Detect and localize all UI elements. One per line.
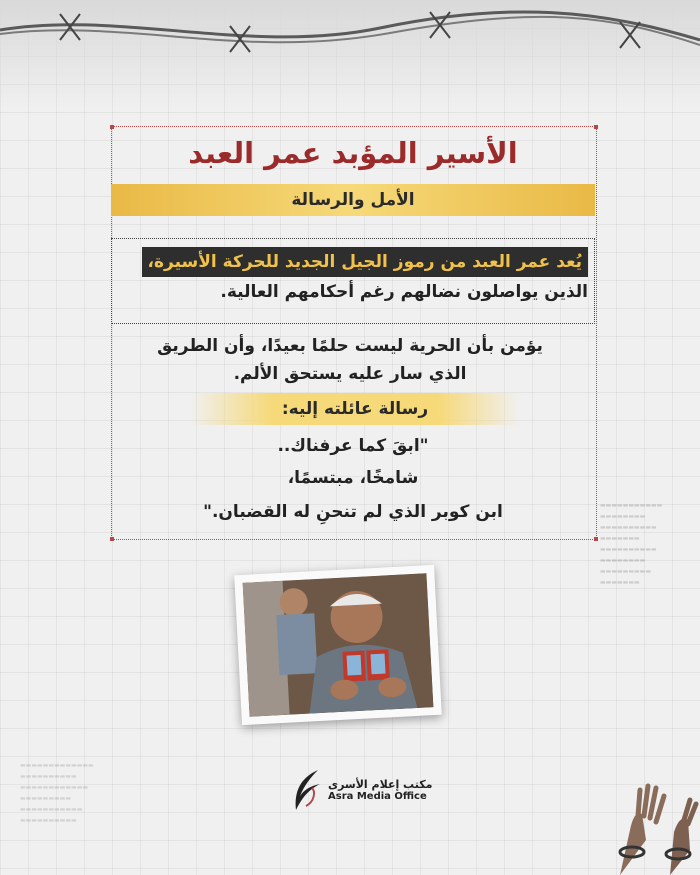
frame-corner [110,537,114,541]
message-heading: رسالة عائلته إليه: [190,393,520,425]
frame-corner [594,125,598,129]
quote-line-1: "ابقَ كما عرفناك.. [277,436,429,456]
chained-hands-icon [600,770,700,875]
intro-highlight: يُعد عمر العبد من رموز الجيل الجديد للحركة الأسيرة، [142,247,589,277]
background-text-right: ▬▬▬▬▬▬▬▬▬▬▬ ▬▬▬▬▬▬▬▬ ▬▬▬▬▬▬▬▬▬▬ ▬▬▬▬▬▬▬ ▬▬▬▬▬▬▬▬▬▬ ▬▬▬▬▬▬▬▬ ▬▬▬▬▬▬▬▬▬ ▬▬▬▬▬▬▬ [600,502,663,586]
logo-name-en: Asra Media Office [328,791,427,802]
belief-line-2: الذي سار عليه يستحق الألم. [233,364,467,384]
quill-logo-icon [290,768,324,812]
frame-corner [110,125,114,129]
prisoner-family-photo [234,565,442,725]
frame-corner [594,537,598,541]
asra-media-logo [290,768,432,812]
photo-image [243,573,434,716]
intro-line-2: الذين يواصلون نضالهم رغم أحكامهم العالية. [220,282,588,302]
quote-line-2: شامخًا، مبتسمًا، [287,468,419,488]
page-title: الأسير المؤبد عمر العبد [188,136,518,170]
background-text-left: ▬▬▬▬▬▬▬▬▬▬▬▬▬ ▬▬▬▬▬▬▬▬▬▬ ▬▬▬▬▬▬▬▬▬▬▬▬ ▬▬▬▬▬▬▬▬▬ ▬▬▬▬▬▬▬▬▬▬▬ ▬▬▬▬▬▬▬▬▬▬ [20,762,94,824]
barbed-wire-icon [0,0,700,80]
belief-line-1: يؤمن بأن الحرية ليست حلمًا بعيدًا، وأن الطريق [157,336,543,356]
logo-name-ar: مكتب إعلام الأسرى [328,778,433,791]
quote-line-3: ابن كوبر الذي لم تنحنِ له القضبان." [203,502,503,522]
subtitle-banner: الأمل والرسالة [111,184,595,216]
